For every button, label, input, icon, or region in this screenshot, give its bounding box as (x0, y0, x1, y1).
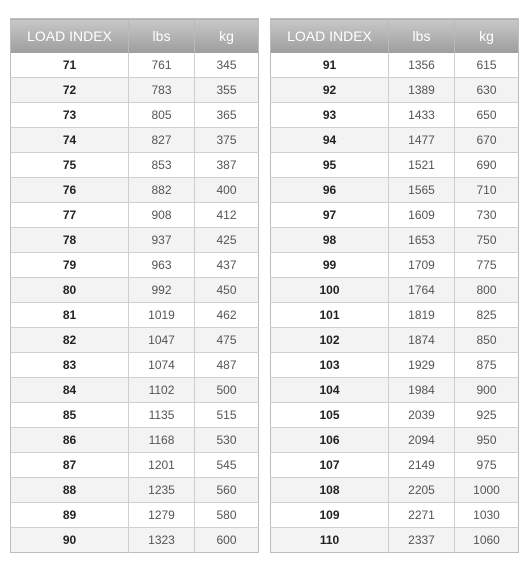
kg-cell: 487 (195, 353, 259, 378)
load-index-cell: 74 (11, 128, 129, 153)
lbs-cell: 1565 (389, 178, 455, 203)
load-index-cell: 95 (271, 153, 389, 178)
lbs-cell: 992 (129, 278, 195, 303)
kg-cell: 412 (195, 203, 259, 228)
table-row (11, 353, 259, 378)
table-row (11, 128, 259, 153)
lbs-cell: 2094 (389, 428, 455, 453)
lbs-cell: 1984 (389, 378, 455, 403)
lbs-cell: 1323 (129, 528, 195, 553)
table-row (11, 103, 259, 128)
kg-cell: 500 (195, 378, 259, 403)
lbs-cell: 1074 (129, 353, 195, 378)
kg-cell: 670 (455, 128, 519, 153)
kg-cell: 750 (455, 228, 519, 253)
kg-cell: 925 (455, 403, 519, 428)
table-row (11, 378, 259, 403)
kg-cell: 975 (455, 453, 519, 478)
kg-cell: 450 (195, 278, 259, 303)
kg-cell: 545 (195, 453, 259, 478)
load-index-cell: 75 (11, 153, 129, 178)
header-load-index: LOAD INDEX (271, 19, 389, 54)
kg-cell: 630 (455, 78, 519, 103)
table-row (11, 453, 259, 478)
table-row (271, 328, 519, 353)
load-index-cell: 91 (271, 53, 389, 78)
header-row (11, 19, 259, 54)
load-index-table-left (10, 18, 259, 553)
load-index-cell: 90 (11, 528, 129, 553)
load-index-cell: 87 (11, 453, 129, 478)
kg-cell: 1030 (455, 503, 519, 528)
header-row (271, 19, 519, 54)
kg-cell: 437 (195, 253, 259, 278)
load-index-cell: 107 (271, 453, 389, 478)
lbs-cell: 1819 (389, 303, 455, 328)
kg-cell: 355 (195, 78, 259, 103)
kg-cell: 900 (455, 378, 519, 403)
table-row (271, 203, 519, 228)
kg-cell: 950 (455, 428, 519, 453)
lbs-cell: 937 (129, 228, 195, 253)
load-index-cell: 96 (271, 178, 389, 203)
lbs-cell: 1201 (129, 453, 195, 478)
header-lbs: lbs (389, 19, 455, 54)
table-row (271, 128, 519, 153)
load-index-cell: 79 (11, 253, 129, 278)
kg-cell: 400 (195, 178, 259, 203)
kg-cell: 600 (195, 528, 259, 553)
kg-cell: 580 (195, 503, 259, 528)
lbs-cell: 882 (129, 178, 195, 203)
lbs-cell: 853 (129, 153, 195, 178)
lbs-cell: 2337 (389, 528, 455, 553)
lbs-cell: 1709 (389, 253, 455, 278)
lbs-cell: 1521 (389, 153, 455, 178)
load-index-cell: 83 (11, 353, 129, 378)
header-load-index: LOAD INDEX (11, 19, 129, 54)
load-index-cell: 85 (11, 403, 129, 428)
load-index-cell: 84 (11, 378, 129, 403)
lbs-cell: 2149 (389, 453, 455, 478)
lbs-cell: 1609 (389, 203, 455, 228)
kg-cell: 650 (455, 103, 519, 128)
kg-cell: 530 (195, 428, 259, 453)
table-row (11, 528, 259, 553)
table-row (11, 53, 259, 78)
load-index-cell: 100 (271, 278, 389, 303)
load-index-cell: 93 (271, 103, 389, 128)
table-row (271, 403, 519, 428)
load-index-cell: 78 (11, 228, 129, 253)
table-row (271, 428, 519, 453)
header-kg: kg (195, 19, 259, 54)
table-row (271, 353, 519, 378)
load-index-cell: 97 (271, 203, 389, 228)
kg-cell: 850 (455, 328, 519, 353)
load-index-cell: 71 (11, 53, 129, 78)
lbs-cell: 1653 (389, 228, 455, 253)
table-row (11, 253, 259, 278)
lbs-cell: 805 (129, 103, 195, 128)
load-index-cell: 82 (11, 328, 129, 353)
load-index-cell: 81 (11, 303, 129, 328)
header-kg: kg (455, 19, 519, 54)
kg-cell: 730 (455, 203, 519, 228)
table-row (271, 278, 519, 303)
table-row (11, 403, 259, 428)
load-index-cell: 98 (271, 228, 389, 253)
load-index-cell: 92 (271, 78, 389, 103)
load-index-cell: 108 (271, 478, 389, 503)
table-row (11, 153, 259, 178)
table-row (11, 328, 259, 353)
lbs-cell: 1929 (389, 353, 455, 378)
lbs-cell: 761 (129, 53, 195, 78)
table-row (271, 178, 519, 203)
load-index-cell: 89 (11, 503, 129, 528)
lbs-cell: 1279 (129, 503, 195, 528)
load-index-cell: 110 (271, 528, 389, 553)
kg-cell: 875 (455, 353, 519, 378)
lbs-cell: 1356 (389, 53, 455, 78)
load-index-cell: 99 (271, 253, 389, 278)
lbs-cell: 1433 (389, 103, 455, 128)
load-index-table-right (270, 18, 519, 553)
load-index-cell: 104 (271, 378, 389, 403)
lbs-cell: 783 (129, 78, 195, 103)
kg-cell: 1000 (455, 478, 519, 503)
table-row (271, 53, 519, 78)
kg-cell: 345 (195, 53, 259, 78)
table-row (271, 503, 519, 528)
lbs-cell: 1019 (129, 303, 195, 328)
lbs-cell: 2039 (389, 403, 455, 428)
table-row (271, 253, 519, 278)
kg-cell: 475 (195, 328, 259, 353)
lbs-cell: 1477 (389, 128, 455, 153)
kg-cell: 800 (455, 278, 519, 303)
kg-cell: 825 (455, 303, 519, 328)
lbs-cell: 827 (129, 128, 195, 153)
load-index-cell: 86 (11, 428, 129, 453)
table-row (11, 503, 259, 528)
table-row (271, 478, 519, 503)
lbs-cell: 908 (129, 203, 195, 228)
load-index-cell: 109 (271, 503, 389, 528)
load-index-cell: 105 (271, 403, 389, 428)
load-index-cell: 103 (271, 353, 389, 378)
kg-cell: 462 (195, 303, 259, 328)
lbs-cell: 1235 (129, 478, 195, 503)
lbs-cell: 963 (129, 253, 195, 278)
load-index-cell: 101 (271, 303, 389, 328)
kg-cell: 1060 (455, 528, 519, 553)
kg-cell: 515 (195, 403, 259, 428)
lbs-cell: 1135 (129, 403, 195, 428)
table-row (11, 478, 259, 503)
table-row (11, 178, 259, 203)
load-index-cell: 77 (11, 203, 129, 228)
table-row (271, 228, 519, 253)
kg-cell: 775 (455, 253, 519, 278)
load-index-cell: 94 (271, 128, 389, 153)
table-row (11, 428, 259, 453)
lbs-cell: 2205 (389, 478, 455, 503)
table-row (11, 278, 259, 303)
table-row (11, 78, 259, 103)
lbs-cell: 1389 (389, 78, 455, 103)
lbs-cell: 1874 (389, 328, 455, 353)
load-index-cell: 106 (271, 428, 389, 453)
load-index-cell: 73 (11, 103, 129, 128)
load-index-cell: 76 (11, 178, 129, 203)
load-index-cell: 72 (11, 78, 129, 103)
lbs-cell: 1168 (129, 428, 195, 453)
table-row (271, 103, 519, 128)
load-index-cell: 88 (11, 478, 129, 503)
header-lbs: lbs (129, 19, 195, 54)
table-row (271, 453, 519, 478)
lbs-cell: 1764 (389, 278, 455, 303)
table-row (271, 378, 519, 403)
kg-cell: 387 (195, 153, 259, 178)
kg-cell: 425 (195, 228, 259, 253)
table-row (271, 303, 519, 328)
table-row (11, 203, 259, 228)
table-row (11, 303, 259, 328)
load-index-cell: 80 (11, 278, 129, 303)
lbs-cell: 1102 (129, 378, 195, 403)
kg-cell: 560 (195, 478, 259, 503)
table-row (271, 78, 519, 103)
kg-cell: 375 (195, 128, 259, 153)
kg-cell: 690 (455, 153, 519, 178)
kg-cell: 615 (455, 53, 519, 78)
lbs-cell: 2271 (389, 503, 455, 528)
load-index-cell: 102 (271, 328, 389, 353)
table-row (271, 153, 519, 178)
table-row (11, 228, 259, 253)
lbs-cell: 1047 (129, 328, 195, 353)
table-row (271, 528, 519, 553)
kg-cell: 365 (195, 103, 259, 128)
kg-cell: 710 (455, 178, 519, 203)
